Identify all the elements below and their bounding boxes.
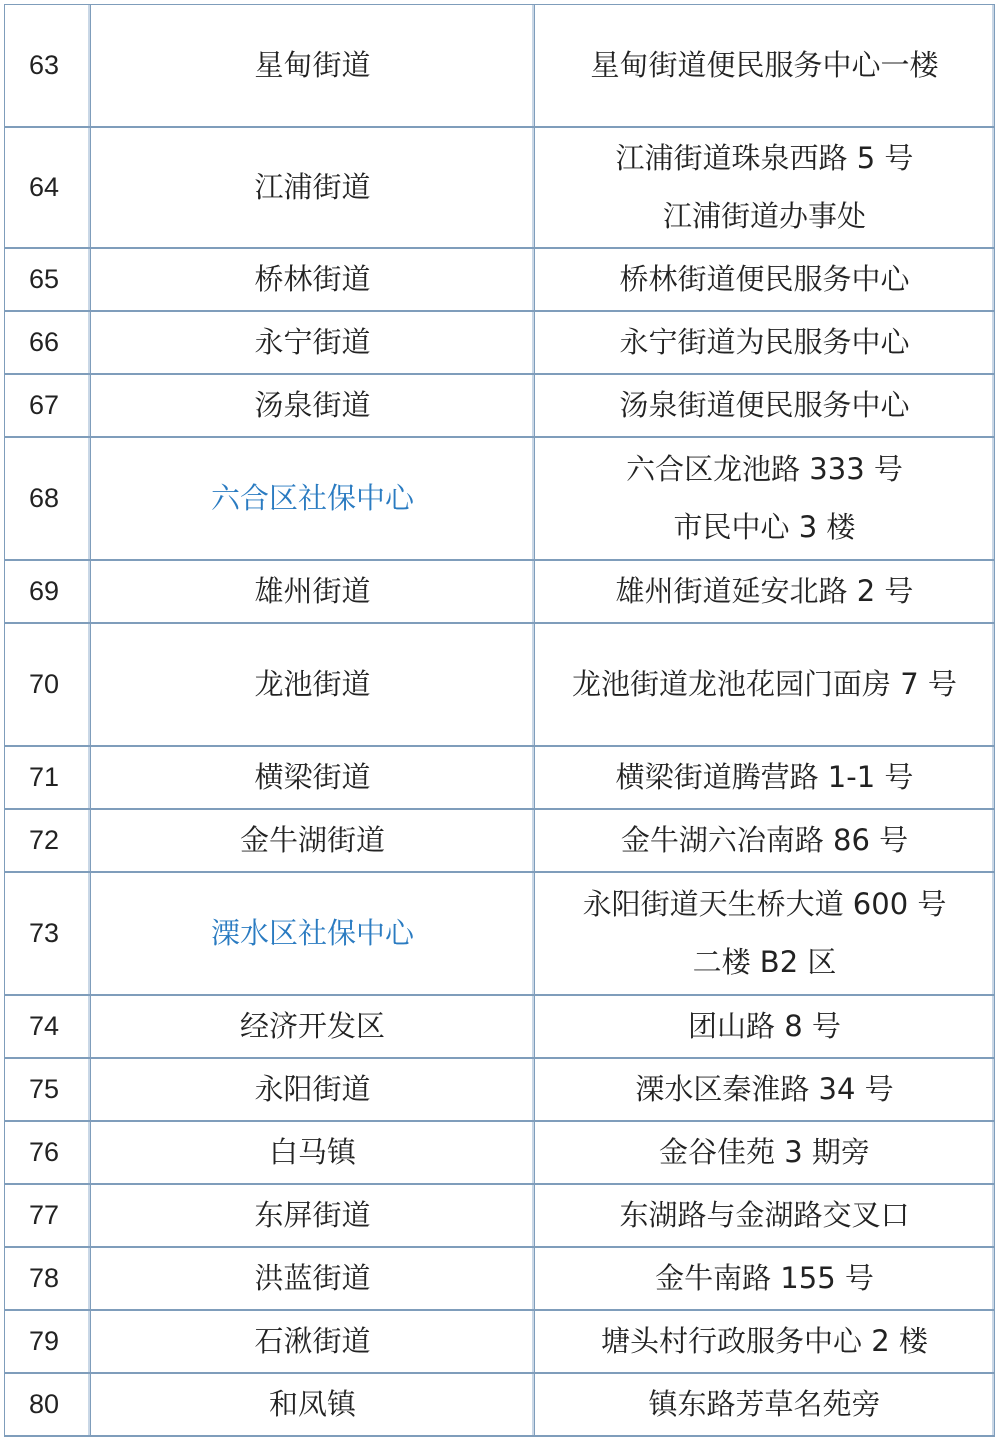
table-row	[5, 560, 995, 623]
location-name: 洪蓝街道	[91, 1247, 535, 1310]
table-row	[5, 623, 995, 746]
location-address	[535, 872, 995, 995]
location-name: 永宁街道	[91, 311, 535, 374]
row-number: 79	[5, 1310, 91, 1373]
location-address	[535, 809, 995, 872]
address-line: 金牛南路 155 号	[655, 1261, 874, 1295]
address-line: 团山路 8 号	[688, 1009, 841, 1043]
address-line: 永阳街道天生桥大道 600 号	[582, 887, 947, 921]
address-line: 江浦街道办事处	[662, 199, 866, 233]
location-address	[535, 623, 995, 746]
row-number: 80	[5, 1373, 91, 1436]
row-number: 66	[5, 311, 91, 374]
table-row	[5, 746, 995, 809]
table-row	[5, 248, 995, 311]
location-name: 白马镇	[91, 1121, 535, 1184]
table-row	[5, 437, 995, 560]
location-address	[535, 437, 995, 560]
address-line: 东湖路与金湖路交叉口	[619, 1198, 910, 1232]
location-name: 星甸街道	[91, 5, 535, 127]
row-number: 68	[5, 437, 91, 560]
row-number: 67	[5, 374, 91, 437]
location-name: 横梁街道	[91, 746, 535, 809]
row-number: 69	[5, 560, 91, 623]
location-name: 六合区社保中心	[91, 437, 535, 560]
address-line: 镇东路芳草名苑旁	[648, 1387, 881, 1421]
address-line: 永宁街道为民服务中心	[619, 325, 910, 359]
location-address	[535, 995, 995, 1058]
location-name: 和凤镇	[91, 1373, 535, 1436]
location-name: 江浦街道	[91, 127, 535, 248]
table-row	[5, 1121, 995, 1184]
address-line: 二楼 B2 区	[692, 945, 837, 979]
location-address	[535, 374, 995, 437]
location-name: 桥林街道	[91, 248, 535, 311]
location-name: 溧水区社保中心	[91, 872, 535, 995]
location-name: 雄州街道	[91, 560, 535, 623]
row-number: 65	[5, 248, 91, 311]
location-address	[535, 311, 995, 374]
address-line: 市民中心 3 楼	[673, 510, 856, 544]
location-name: 金牛湖街道	[91, 809, 535, 872]
location-address	[535, 127, 995, 248]
table-row	[5, 127, 995, 248]
address-line: 星甸街道便民服务中心一楼	[590, 48, 939, 83]
row-number: 74	[5, 995, 91, 1058]
location-address	[535, 1058, 995, 1121]
location-name: 永阳街道	[91, 1058, 535, 1121]
table-row	[5, 1310, 995, 1373]
row-number: 73	[5, 872, 91, 995]
location-address	[535, 560, 995, 623]
address-line: 六合区龙池路 333 号	[626, 452, 903, 486]
location-name: 汤泉街道	[91, 374, 535, 437]
location-address	[535, 1373, 995, 1436]
address-line: 江浦街道珠泉西路 5 号	[615, 141, 914, 175]
table-row	[5, 1058, 995, 1121]
table-row	[5, 311, 995, 374]
address-line: 金谷佳苑 3 期旁	[659, 1135, 870, 1169]
table-body	[5, 5, 995, 1436]
location-address	[535, 5, 995, 127]
table-row	[5, 5, 995, 127]
table-row	[5, 1184, 995, 1247]
location-address	[535, 1310, 995, 1373]
location-address	[535, 1184, 995, 1247]
row-number: 70	[5, 623, 91, 746]
table-row	[5, 995, 995, 1058]
location-name: 东屏街道	[91, 1184, 535, 1247]
address-line: 汤泉街道便民服务中心	[619, 388, 910, 422]
location-address	[535, 746, 995, 809]
address-line: 溧水区秦淮路 34 号	[635, 1072, 894, 1106]
row-number: 72	[5, 809, 91, 872]
location-name: 龙池街道	[91, 623, 535, 746]
address-line: 金牛湖六冶南路 86 号	[620, 823, 909, 857]
service-location-table	[4, 4, 995, 1437]
location-name: 石湫街道	[91, 1310, 535, 1373]
address-line: 横梁街道腾营路 1-1 号	[615, 760, 914, 794]
row-number: 71	[5, 746, 91, 809]
location-name: 经济开发区	[91, 995, 535, 1058]
location-address	[535, 248, 995, 311]
row-number: 78	[5, 1247, 91, 1310]
row-number: 77	[5, 1184, 91, 1247]
table-row	[5, 1373, 995, 1436]
address-line: 雄州街道延安北路 2 号	[615, 574, 914, 608]
table-row	[5, 809, 995, 872]
location-address	[535, 1121, 995, 1184]
table-row	[5, 872, 995, 995]
row-number: 75	[5, 1058, 91, 1121]
table-row	[5, 1247, 995, 1310]
row-number: 63	[5, 5, 91, 127]
row-number: 76	[5, 1121, 91, 1184]
table-row	[5, 374, 995, 437]
row-number: 64	[5, 127, 91, 248]
location-address	[535, 1247, 995, 1310]
address-line: 桥林街道便民服务中心	[619, 262, 910, 296]
address-line: 龙池街道龙池花园门面房 7 号	[572, 667, 957, 701]
address-line: 塘头村行政服务中心 2 楼	[601, 1324, 928, 1358]
